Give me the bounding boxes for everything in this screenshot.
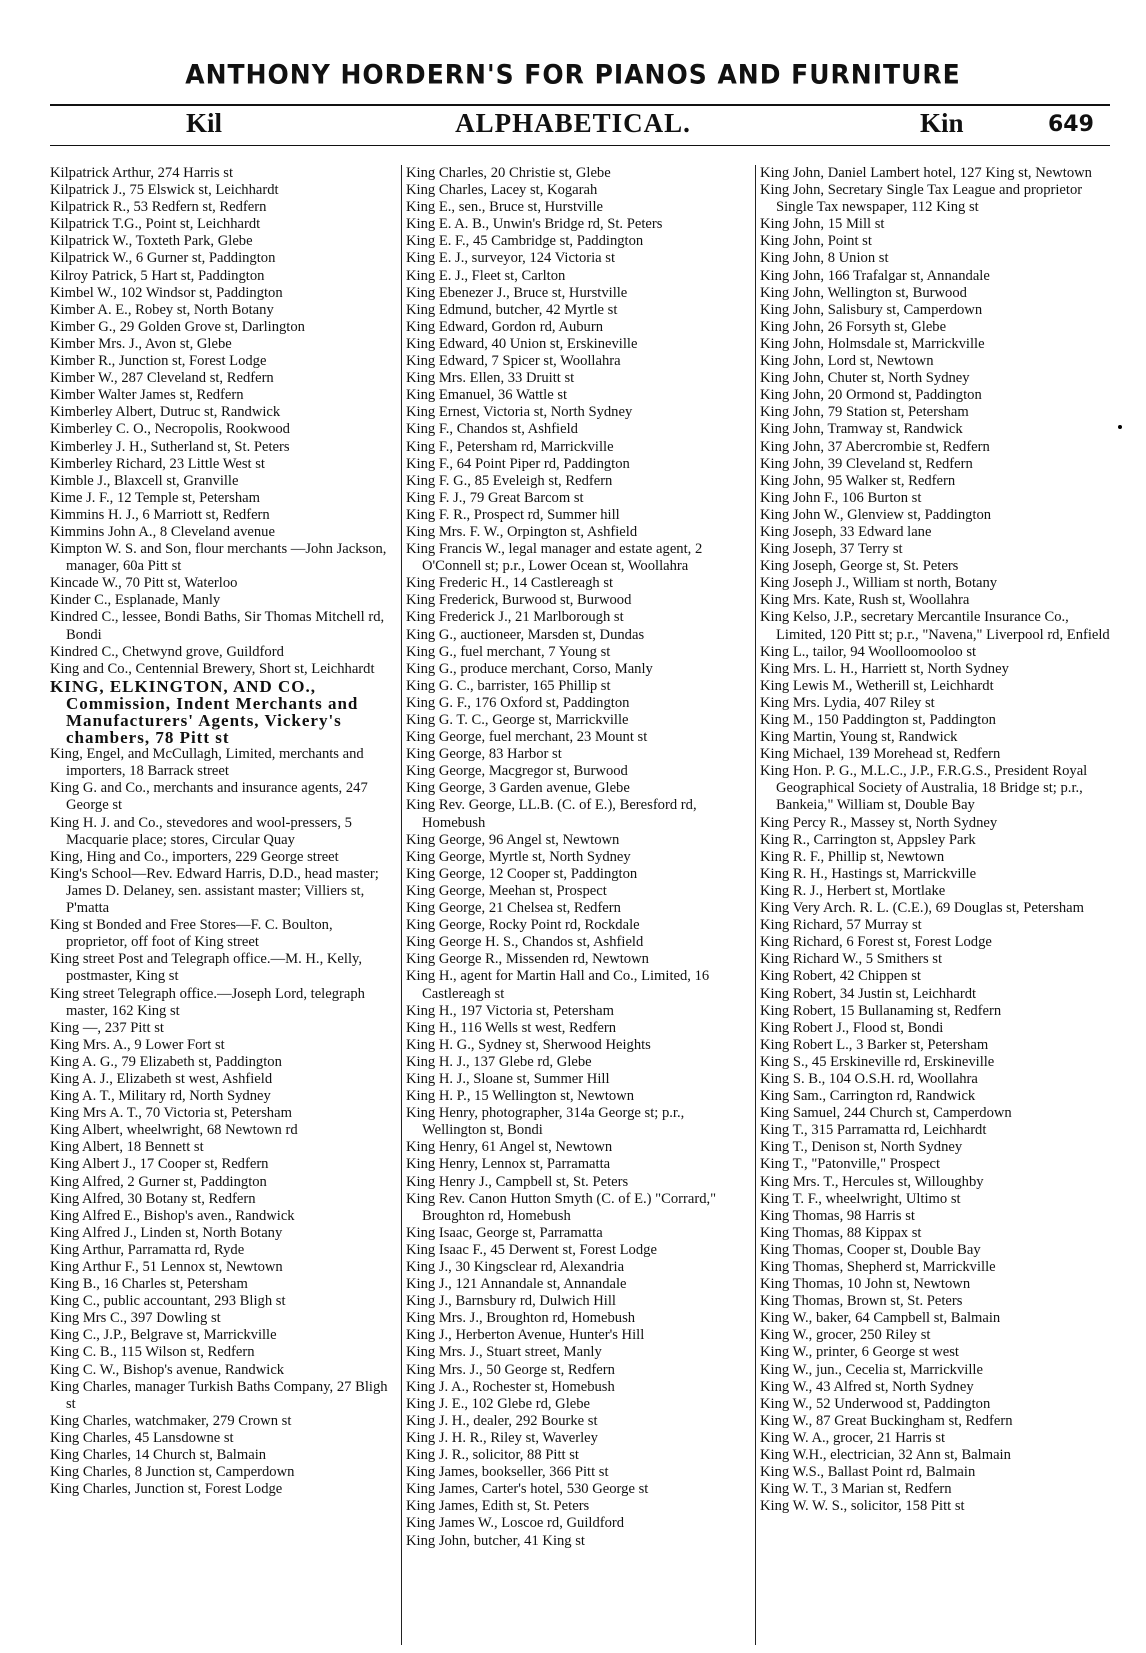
directory-entry: King T., Denison st, North Sydney — [760, 1139, 963, 1156]
directory-entry: King W., grocer, 250 Riley st — [760, 1327, 931, 1344]
directory-entry: King John, 26 Forsyth st, Glebe — [760, 318, 947, 335]
directory-entry: King T. F., wheelwright, Ultimo st — [760, 1190, 961, 1207]
directory-entry: King E. A. B., Unwin's Bridge rd, St. Peters — [406, 216, 663, 233]
directory-entry: King L., tailor, 94 Woolloomooloo st — [760, 643, 977, 660]
print-speck — [1118, 425, 1122, 429]
directory-entry: King W., 43 Alfred st, North Sydney — [760, 1378, 974, 1395]
directory-entry: King G. T. C., George st, Marrickville — [406, 712, 629, 728]
directory-entry: King Henry, 61 Angel st, Newtown — [406, 1139, 613, 1156]
directory-entry: King Henry, photographer, 314a George st; p.r., Wellington st, Bondi — [406, 1105, 685, 1139]
directory-entry: Kilpatrick J., 75 Elswick st, Leichhardt — [50, 182, 279, 199]
directory-entry: King Mrs. J., Stuart street, Manly — [406, 1344, 602, 1361]
directory-entry: King J. R., solicitor, 88 Pitt st — [406, 1447, 579, 1464]
directory-entry: King C., J.P., Belgrave st, Marrickville — [50, 1327, 277, 1344]
directory-entry: King W., baker, 64 Campbell st, Balmain — [760, 1310, 1001, 1327]
column-divider — [401, 165, 402, 1645]
directory-entry: Kilpatrick W., 6 Gurner st, Paddington — [50, 250, 276, 267]
directory-entry: King John, 166 Trafalgar st, Annandale — [760, 267, 990, 284]
directory-entry: Kimble J., Blaxcell st, Granville — [50, 472, 239, 489]
directory-entry: King W., printer, 6 George st west — [760, 1344, 959, 1361]
directory-entry: King John, 8 Union st — [760, 250, 889, 267]
directory-entry: Kimberley J. H., Sutherland st, St. Peters — [50, 438, 290, 455]
directory-entry: Kilpatrick W., Toxteth Park, Glebe — [50, 233, 253, 250]
directory-entry: King Hon. P. G., M.L.C., J.P., F.R.G.S., President Royal Geographical Society of Australia, 18 Bridge st; p.r., Bankeia," William st, Double Bay — [760, 763, 1088, 814]
directory-entry: King Mrs. L. H., Harriett st, North Sydney — [760, 660, 1009, 677]
directory-entry: King H., 197 Victoria st, Petersham — [406, 1002, 615, 1019]
directory-entry: King F. G., 85 Eveleigh st, Redfern — [406, 472, 613, 489]
directory-entry: King Charles, manager Turkish Baths Company, 27 Bligh st — [50, 1378, 388, 1412]
directory-entry: King John, Holmsdale st, Marrickville — [760, 335, 985, 352]
directory-entry: King H., 116 Wells st west, Redfern — [406, 1019, 617, 1036]
directory-entry: King —, 237 Pitt st — [50, 1019, 164, 1036]
directory-entry: King Thomas, 10 John st, Newtown — [760, 1276, 971, 1293]
directory-entry: King Arthur F., 51 Lennox st, Newtown — [50, 1259, 283, 1275]
directory-entry: King R. H., Hastings st, Marrickville — [760, 865, 977, 882]
directory-entry: Kilpatrick T.G., Point st, Leichhardt — [50, 216, 261, 233]
directory-entry: King Frederick, Burwood st, Burwood — [406, 592, 632, 609]
directory-entry: King W. W. S., solicitor, 158 Pitt st — [760, 1498, 965, 1515]
directory-entry: King Samuel, 244 Church st, Camperdown — [760, 1105, 1012, 1122]
directory-entry: King st Bonded and Free Stores—F. C. Boulton, proprietor, off foot of King street — [50, 917, 333, 951]
directory-entry: Kimber Walter James st, Redfern — [50, 387, 244, 404]
directory-entry: King and Co., Centennial Brewery, Short st, Leichhardt — [50, 660, 375, 677]
directory-entry: King Henry J., Campbell st, St. Peters — [406, 1173, 629, 1190]
directory-entry: King Robert, 15 Bullanaming st, Redfern — [760, 1002, 1002, 1019]
directory-entry: King H. P., 15 Wellington st, Newtown — [406, 1088, 635, 1105]
directory-entry: King John, Secretary Single Tax League and proprietor Single Tax newspaper, 112 King st — [760, 182, 1083, 216]
directory-entry: Kimmins H. J., 6 Marriott st, Redfern — [50, 506, 270, 523]
directory-entry: Kilpatrick R., 53 Redfern st, Redfern — [50, 199, 267, 216]
directory-entry: King F., Chandos st, Ashfield — [406, 421, 578, 438]
directory-entry: King John, Salisbury st, Camperdown — [760, 301, 983, 318]
directory-entry: King's School—Rev. Edward Harris, D.D., head master; James D. Delaney, sen. assistant master; Villiers st, P'matta — [50, 865, 379, 917]
directory-entry: King John, 15 Mill st — [760, 216, 885, 233]
header-range-start: Kil — [186, 108, 223, 138]
directory-entry: King Ebenezer J., Bruce st, Hurstville — [406, 284, 628, 301]
directory-entry: King George, fuel merchant, 23 Mount st — [406, 729, 648, 746]
directory-entry: King Isaac F., 45 Derwent st, Forest Lodge — [406, 1241, 657, 1258]
directory-entry: King Mrs. Lydia, 407 Riley st — [760, 694, 935, 711]
directory-entry: King Kelso, J.P., secretary Mercantile Insurance Co., Limited, 120 Pitt st; p.r., "Navena," Liverpool rd, Enfield — [760, 609, 1110, 643]
directory-entry: King J., 121 Annandale st, Annandale — [406, 1276, 627, 1293]
directory-entry: King T., "Patonville," Prospect — [760, 1156, 940, 1173]
directory-entry: Kimber Mrs. J., Avon st, Glebe — [50, 335, 232, 352]
directory-entry: King Henry, Lennox st, Parramatta — [406, 1156, 611, 1173]
directory-entry: King H. J., Sloane st, Summer Hill — [406, 1070, 610, 1087]
directory-entry: Kincade W., 70 Pitt st, Waterloo — [50, 575, 238, 592]
directory-entry: King Edward, 40 Union st, Erskineville — [406, 335, 638, 352]
directory-entry: Kindred C., Chetwynd grove, Guildford — [50, 643, 284, 660]
directory-entry: King S., 45 Erskineville rd, Erskineville — [760, 1053, 995, 1070]
directory-entry: Kilpatrick Arthur, 274 Harris st — [50, 165, 234, 181]
directory-entry: Kindred C., lessee, Bondi Baths, Sir Thomas Mitchell rd, Bondi — [50, 609, 385, 643]
directory-entry: King George, Rocky Point rd, Rockdale — [406, 917, 640, 934]
directory-entry: King J. A., Rochester st, Homebush — [406, 1378, 615, 1395]
directory-entry: King Edmund, butcher, 42 Myrtle st — [406, 301, 618, 318]
directory-entry: King Very Arch. R. L. (C.E.), 69 Douglas st, Petersham — [760, 900, 1084, 917]
directory-entry: King John, 79 Station st, Petersham — [760, 404, 969, 421]
subheader-rule — [50, 145, 1110, 146]
directory-entry: King F., Petersham rd, Marrickville — [406, 438, 614, 455]
directory-column-3 — [760, 165, 1110, 1640]
directory-entry: King, Hing and Co., importers, 229 George street — [50, 848, 339, 865]
directory-entry: King S. B., 104 O.S.H. rd, Woollahra — [760, 1070, 978, 1087]
directory-entry: King R. F., Phillip st, Newtown — [760, 848, 945, 865]
directory-entry: King George R., Missenden rd, Newtown — [406, 951, 649, 968]
directory-entry: King J., Barnsbury rd, Dulwich Hill — [406, 1293, 616, 1310]
directory-entry: King Mrs A. T., 70 Victoria st, Petersham — [50, 1105, 292, 1122]
directory-entry: King John, 39 Cleveland st, Redfern — [760, 455, 973, 472]
directory-entry: King B., 16 Charles st, Petersham — [50, 1276, 248, 1293]
directory-entry: King R. J., Herbert st, Mortlake — [760, 882, 946, 899]
directory-entry: King G. F., 176 Oxford st, Paddington — [406, 694, 630, 711]
directory-entry: Kimberley C. O., Necropolis, Rookwood — [50, 421, 290, 438]
directory-entry: King Francis W., legal manager and estate agent, 2 O'Connell st; p.r., Lower Ocean st, Woollahra — [406, 541, 703, 575]
directory-entry: King G. and Co., merchants and insurance agents, 247 George st — [50, 780, 368, 814]
directory-entry: King Sam., Carrington rd, Randwick — [760, 1088, 976, 1105]
directory-entry: King F. J., 79 Great Barcom st — [406, 489, 584, 506]
directory-entry: King W.S., Ballast Point rd, Balmain — [760, 1464, 976, 1481]
directory-entry: King Mrs C., 397 Dowling st — [50, 1310, 221, 1327]
directory-entry: King Joseph, George st, St. Peters — [760, 558, 959, 575]
directory-entry: King Charles, 20 Christie st, Glebe — [406, 165, 611, 181]
header-range-end: Kin — [920, 108, 964, 138]
directory-entry: King Mrs. J., Broughton rd, Homebush — [406, 1310, 636, 1327]
directory-entry: King John, 20 Ormond st, Paddington — [760, 387, 982, 404]
directory-entry: King G., produce merchant, Corso, Manly — [406, 660, 653, 677]
directory-entry: Kimmins John A., 8 Cleveland avenue — [50, 523, 275, 540]
directory-entry: King C., public accountant, 293 Bligh st — [50, 1293, 286, 1310]
directory-entry: King Charles, 45 Lansdowne st — [50, 1429, 234, 1446]
directory-entry: King E. F., 45 Cambridge st, Paddington — [406, 233, 644, 250]
directory-entry: King John, butcher, 41 King st — [406, 1532, 585, 1549]
directory-entry: Kimber W., 287 Cleveland st, Redfern — [50, 370, 274, 387]
directory-entry: King Percy R., Massey st, North Sydney — [760, 814, 998, 831]
directory-entry: Kimber R., Junction st, Forest Lodge — [50, 353, 267, 370]
directory-entry: King George, Meehan st, Prospect — [406, 882, 607, 899]
directory-entry: King Isaac, George st, Parramatta — [406, 1224, 603, 1241]
directory-entry: King G. C., barrister, 165 Phillip st — [406, 677, 611, 694]
directory-entry: King George, 3 Garden avenue, Glebe — [406, 780, 630, 797]
directory-entry: King E. J., surveyor, 124 Victoria st — [406, 250, 616, 267]
directory-entry: King street Telegraph office.—Joseph Lord, telegraph master, 162 King st — [50, 985, 365, 1019]
header-rule — [50, 104, 1110, 106]
directory-entry: Kimberley Richard, 23 Little West st — [50, 455, 265, 472]
directory-entry: Kime J. F., 12 Temple st, Petersham — [50, 489, 260, 506]
directory-entry: King Charles, 14 Church st, Balmain — [50, 1447, 267, 1464]
directory-entry: King Richard, 6 Forest st, Forest Lodge — [760, 934, 992, 951]
directory-entry: King Edward, Gordon rd, Auburn — [406, 318, 603, 335]
directory-entry: Kimpton W. S. and Son, flour merchants —John Jackson, manager, 60a Pitt st — [50, 541, 387, 575]
directory-entry: King Charles, Lacey st, Kogarah — [406, 182, 598, 199]
directory-entry: King George, 12 Cooper st, Paddington — [406, 865, 638, 882]
directory-entry: King H. J., 137 Glebe rd, Glebe — [406, 1053, 592, 1070]
directory-entry: King E. J., Fleet st, Carlton — [406, 267, 566, 284]
directory-entry: King Rev. George, LL.B. (C. of E.), Beresford rd, Homebush — [406, 797, 697, 831]
directory-entry: King John, Chuter st, North Sydney — [760, 370, 970, 387]
directory-entry: King Robert, 42 Chippen st — [760, 968, 921, 985]
directory-entry: King James W., Loscoe rd, Guildford — [406, 1515, 625, 1532]
directory-entry: King Mrs. Ellen, 33 Druitt st — [406, 370, 575, 387]
directory-entry: King George, Myrtle st, North Sydney — [406, 848, 631, 865]
directory-entry: King W.H., electrician, 32 Ann st, Balmain — [760, 1447, 1011, 1464]
directory-entry: King John, Tramway st, Randwick — [760, 421, 963, 438]
directory-entry: King Mrs. A., 9 Lower Fort st — [50, 1036, 225, 1053]
directory-entry: King H. J. and Co., stevedores and wool-pressers, 5 Macquarie place; stores, Circular Quay — [50, 814, 352, 848]
directory-entry: King George, Macgregor st, Burwood — [406, 763, 628, 780]
directory-entry: King W., 87 Great Buckingham st, Redfern — [760, 1412, 1013, 1429]
directory-entry: King Robert L., 3 Barker st, Petersham — [760, 1036, 989, 1053]
directory-entry: King Charles, 8 Junction st, Camperdown — [50, 1464, 295, 1481]
directory-entry: King John, 37 Abercrombie st, Redfern — [760, 438, 990, 455]
directory-entry: King Mrs. T., Hercules st, Willoughby — [760, 1173, 984, 1190]
directory-entry: King Thomas, Cooper st, Double Bay — [760, 1241, 981, 1258]
directory-entry: King James, Edith st, St. Peters — [406, 1498, 590, 1515]
directory-entry: King A. T., Military rd, North Sydney — [50, 1088, 271, 1105]
directory-entry: King M., 150 Paddington st, Paddington — [760, 712, 996, 728]
directory-entry: King James, Carter's hotel, 530 George st — [406, 1481, 649, 1498]
directory-entry: King C. W., Bishop's avenue, Randwick — [50, 1361, 285, 1378]
directory-entry: King W., 52 Underwood st, Paddington — [760, 1395, 991, 1412]
directory-entry: King Mrs. F. W., Orpington st, Ashfield — [406, 523, 638, 540]
directory-entry: King Joseph J., William st north, Botany — [760, 575, 998, 592]
directory-entry: King A. G., 79 Elizabeth st, Paddington — [50, 1053, 282, 1070]
directory-entry: King, Engel, and McCullagh, Limited, merchants and importers, 18 Barrack street — [50, 746, 364, 780]
column-divider — [755, 165, 756, 1645]
directory-entry: King John F., 106 Burton st — [760, 489, 922, 506]
directory-entry: Kimber A. E., Robey st, North Botany — [50, 301, 274, 318]
directory-entry: King C. B., 115 Wilson st, Redfern — [50, 1344, 255, 1361]
directory-entry: King Charles, watchmaker, 279 Crown st — [50, 1412, 292, 1429]
directory-entry: King James, bookseller, 366 Pitt st — [406, 1464, 609, 1481]
directory-entry: King George H. S., Chandos st, Ashfield — [406, 934, 644, 951]
directory-entry: King Albert, wheelwright, 68 Newtown rd — [50, 1122, 298, 1139]
directory-entry: King John, 95 Walker st, Redfern — [760, 472, 956, 489]
directory-entry: King Joseph, 33 Edward lane — [760, 523, 932, 540]
directory-entry: King H. G., Sydney st, Sherwood Heights — [406, 1036, 651, 1053]
directory-entry: King John, Wellington st, Burwood — [760, 284, 967, 301]
directory-entry: King Thomas, Brown st, St. Peters — [760, 1293, 963, 1310]
directory-entry: King Thomas, Shepherd st, Marrickville — [760, 1259, 996, 1275]
directory-entry: King G., fuel merchant, 7 Young st — [406, 643, 611, 660]
advertising-banner: ANTHONY HORDERN'S FOR PIANOS AND FURNITURE — [185, 59, 961, 90]
directory-entry: Kimber G., 29 Golden Grove st, Darlington — [50, 318, 305, 335]
directory-entry: King George, 83 Harbor st — [406, 746, 562, 763]
directory-entry: King John, Lord st, Newtown — [760, 353, 934, 370]
directory-entry: King Frederick J., 21 Marlborough st — [406, 609, 624, 626]
directory-entry: Kimbel W., 102 Windsor st, Paddington — [50, 284, 283, 301]
directory-entry: King Alfred J., Linden st, North Botany — [50, 1224, 283, 1241]
directory-entry: King J., Herberton Avenue, Hunter's Hill — [406, 1327, 645, 1344]
directory-entry: King Joseph, 37 Terry st — [760, 541, 903, 558]
directory-entry: King W. A., grocer, 21 Harris st — [760, 1429, 946, 1446]
directory-entry: King J., 30 Kingsclear rd, Alexandria — [406, 1259, 625, 1275]
directory-entry: King Arthur, Parramatta rd, Ryde — [50, 1241, 245, 1258]
directory-entry: King Thomas, 88 Kippax st — [760, 1224, 922, 1241]
directory-entry: King Lewis M., Wetherill st, Leichhardt — [760, 677, 994, 694]
directory-entry: King A. J., Elizabeth st west, Ashfield — [50, 1070, 273, 1087]
directory-entry: King J. H., dealer, 292 Bourke st — [406, 1412, 598, 1429]
directory-entry: King Robert, 34 Justin st, Leichhardt — [760, 985, 977, 1002]
directory-entry: King G., auctioneer, Marsden st, Dundas — [406, 626, 645, 643]
directory-entry: KING, ELKINGTON, AND CO., Commission, Indent Merchants and Manufacturers' Agents, Vickery's chambers, 78 Pitt st — [50, 676, 359, 748]
directory-column-1 — [50, 165, 396, 1640]
directory-entry: King J. H. R., Riley st, Waverley — [406, 1429, 598, 1446]
page-number: 649 — [1048, 112, 1094, 137]
directory-entry: King W. T., 3 Marian st, Redfern — [760, 1481, 952, 1498]
header-title: ALPHABETICAL. — [455, 108, 691, 138]
directory-column-2 — [406, 165, 750, 1640]
directory-entry: King Albert, 18 Bennett st — [50, 1139, 204, 1156]
directory-entry: King J. E., 102 Glebe rd, Glebe — [406, 1395, 591, 1412]
directory-entry: King Richard W., 5 Smithers st — [760, 951, 943, 968]
directory-entry: King W., jun., Cecelia st, Marrickville — [760, 1361, 983, 1378]
directory-entry: King Mrs. Kate, Rush st, Woollahra — [760, 592, 970, 609]
directory-entry: King F. R., Prospect rd, Summer hill — [406, 506, 620, 523]
directory-entry: King H., agent for Martin Hall and Co., Limited, 16 Castlereagh st — [406, 968, 710, 1002]
directory-entry: King Alfred E., Bishop's aven., Randwick — [50, 1207, 295, 1224]
directory-columns — [50, 165, 1110, 1640]
directory-entry: King Albert J., 17 Cooper st, Redfern — [50, 1156, 269, 1173]
directory-entry: King Thomas, 98 Harris st — [760, 1207, 915, 1224]
directory-entry: King Mrs. J., 50 George st, Redfern — [406, 1361, 615, 1378]
directory-entry: Kilroy Patrick, 5 Hart st, Paddington — [50, 267, 265, 284]
directory-entry: King Richard, 57 Murray st — [760, 917, 922, 934]
directory-entry: King Alfred, 30 Botany st, Redfern — [50, 1190, 256, 1207]
directory-entry: King Ernest, Victoria st, North Sydney — [406, 404, 633, 421]
directory-entry: King George, 96 Angel st, Newtown — [406, 831, 620, 848]
directory-entry: King George, 21 Chelsea st, Redfern — [406, 900, 621, 917]
directory-entry: King F., 64 Point Piper rd, Paddington — [406, 455, 630, 472]
directory-entry: King Frederic H., 14 Castlereagh st — [406, 575, 614, 592]
directory-entry: King Emanuel, 36 Wattle st — [406, 387, 568, 404]
directory-entry: Kimberley Albert, Dutruc st, Randwick — [50, 404, 281, 421]
directory-entry: King Rev. Canon Hutton Smyth (C. of E.) "Corrard," Broughton rd, Homebush — [406, 1190, 717, 1224]
directory-entry: King John W., Glenview st, Paddington — [760, 506, 992, 523]
directory-entry: King Charles, Junction st, Forest Lodge — [50, 1481, 283, 1498]
directory-entry: King R., Carrington st, Appsley Park — [760, 831, 976, 848]
directory-entry: King T., 315 Parramatta rd, Leichhardt — [760, 1122, 987, 1139]
directory-entry: King Edward, 7 Spicer st, Woollahra — [406, 353, 621, 370]
directory-entry: King John, Daniel Lambert hotel, 127 King st, Newtown — [760, 165, 1092, 181]
directory-entry: King Martin, Young st, Randwick — [760, 729, 958, 746]
directory-entry: Kinder C., Esplanade, Manly — [50, 592, 221, 609]
directory-entry: King E., sen., Bruce st, Hurstville — [406, 199, 603, 216]
directory-entry: King Robert J., Flood st, Bondi — [760, 1019, 944, 1036]
directory-entry: King John, Point st — [760, 233, 872, 250]
directory-entry: King Michael, 139 Morehead st, Redfern — [760, 746, 1001, 763]
directory-entry: King Alfred, 2 Gurner st, Paddington — [50, 1173, 267, 1190]
directory-entry: King street Post and Telegraph office.—M. H., Kelly, postmaster, King st — [50, 951, 363, 985]
